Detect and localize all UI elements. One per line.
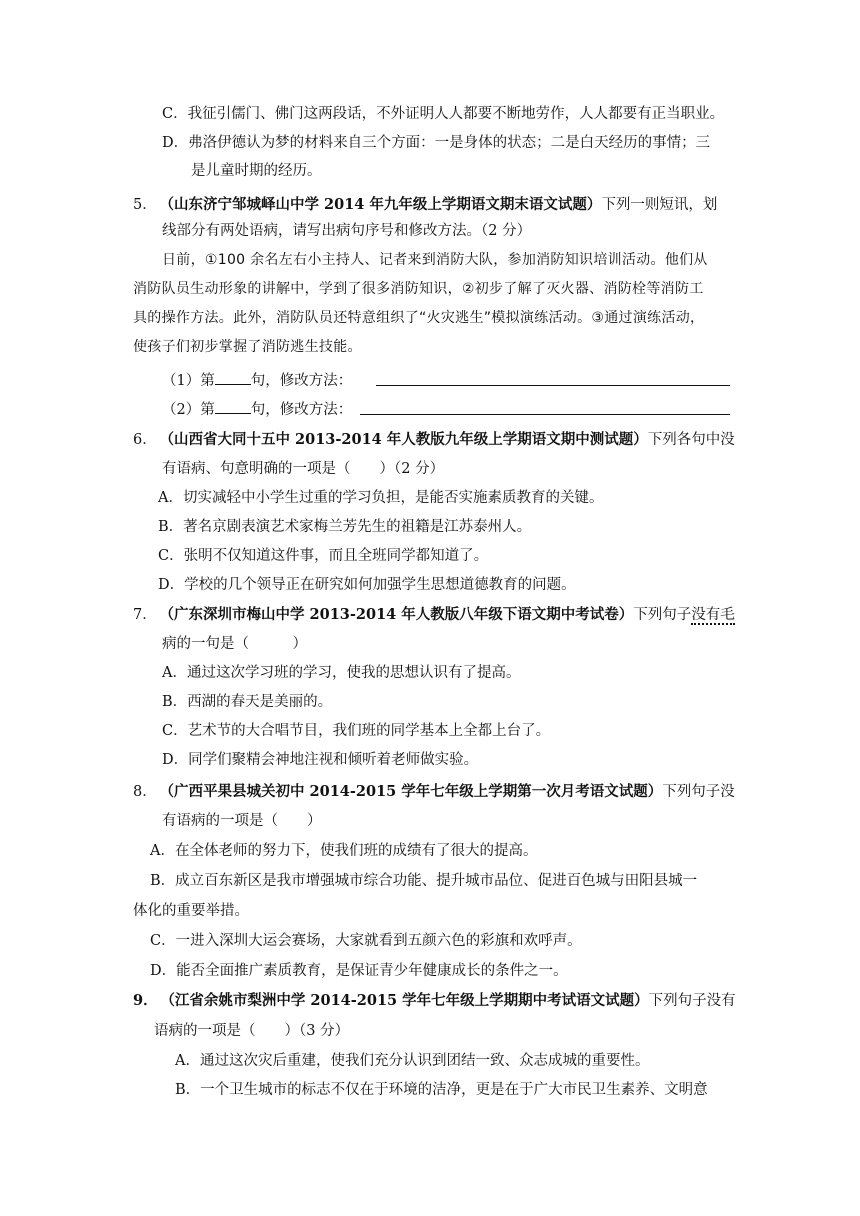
question-8-header <box>133 782 735 802</box>
option-b: B．成立百东新区是我市增强城市综合功能、提升城市品位、促进百色城与田阳县城一 <box>150 873 698 889</box>
option-b-cont: 体化的重要举措。 <box>133 903 249 919</box>
option-d-q4-cont: 是儿童时期的经历。 <box>191 163 322 179</box>
answer-label: 句，修改方法： <box>250 373 353 389</box>
fix-method-blank[interactable] <box>376 385 730 386</box>
question-stem: 下列句子没有 <box>648 993 736 1009</box>
passage-line: 使孩子们初步掌握了消防逃生技能。 <box>133 339 362 355</box>
question-7-stem-cont: 病的一句是（ ） <box>162 636 307 652</box>
question-stem: 下列句子 <box>633 607 692 623</box>
question-9-header <box>133 991 736 1011</box>
option-d: D．能否全面推广素质教育，是保证青少年健康成长的条件之一。 <box>150 963 568 979</box>
option-c-q4: C．我征引儒门、佛门这两段话，不外证明人人都要不断地劳作，人人都要有正当职业。 <box>162 106 725 122</box>
question-source: （广西平果县城关初中 2014-2015 学年七年级上学期第一次月考语文试题） <box>166 783 663 800</box>
question-6-header <box>133 430 735 450</box>
question-8-stem-cont: 有语病的一项是（ ） <box>162 813 322 829</box>
question-9-stem-cont: 语病的一项是（ ）（3 分） <box>154 1023 350 1039</box>
question-stem: 下列各句中没 <box>647 432 735 448</box>
emphasis-dotted: 没有毛 <box>691 607 735 623</box>
option-b: B．著名京剧表演艺术家梅兰芳先生的祖籍是江苏泰州人。 <box>158 519 532 535</box>
option-d: D．同学们聚精会神地注视和倾听着老师做实验。 <box>162 752 479 768</box>
sentence-number-blank[interactable] <box>215 370 251 385</box>
answer-line-1 <box>162 370 352 391</box>
question-number: 9． <box>133 992 158 1009</box>
question-source: （山西省大同十五中 2013-2014 年人教版九年级上学期语文期中测试题） <box>166 431 648 448</box>
question-source: （广东深圳市梅山中学 2013-2014 年人教版八年级下语文期中考试卷） <box>166 606 634 623</box>
option-c: C．张明不仅知道这件事，而且全班同学都知道了。 <box>158 548 489 564</box>
passage-line: 日前，①100 余名左右小主持人、记者来到消防大队，参加消防知识培训活动。他们从 <box>162 252 708 268</box>
option-a: A．通过这次学习班的学习，使我的思想认识有了提高。 <box>162 665 521 681</box>
option-c: C．艺术节的大合唱节目，我们班的同学基本上全都上台了。 <box>162 723 551 739</box>
answer-line-2 <box>162 399 352 420</box>
question-number: 7． <box>133 607 157 623</box>
question-7-header <box>133 605 735 625</box>
answer-label: 句，修改方法： <box>250 402 353 418</box>
question-number: 8． <box>133 784 157 800</box>
question-5-header <box>133 195 717 215</box>
question-stem: 下列一则短讯，划 <box>601 197 718 213</box>
question-5-stem-cont: 线部分有两处语病，请写出病句序号和修改方法。（2 分） <box>162 223 532 239</box>
question-number: 6． <box>133 432 157 448</box>
option-a: A．在全体老师的努力下，使我们班的成绩有了很大的提高。 <box>150 843 538 859</box>
option-a: A．通过这次灾后重建，使我们充分认识到团结一致、众志成城的重要性。 <box>175 1053 650 1069</box>
passage-line: 具的操作方法。此外，消防队员还特意组织了“火灾逃生”模拟演练活动。③通过演练活动， <box>133 310 705 326</box>
question-source: （江省余姚市梨洲中学 2014-2015 学年七年级上学期期中考试语文试题） <box>167 992 649 1009</box>
option-a: A．切实减轻中小学生过重的学习负担，是能否实施素质教育的关键。 <box>158 490 604 506</box>
passage-line: 消防队员生动形象的讲解中，学到了很多消防知识，②初步了解了灭火器、消防栓等消防工 <box>133 281 704 297</box>
fix-method-blank[interactable] <box>360 414 730 415</box>
option-b: B．西湖的春天是美丽的。 <box>162 694 333 710</box>
option-d-q4: D．弗洛伊德认为梦的材料来自三个方面：一是身体的状态；二是白天经历的事情；三 <box>162 135 711 151</box>
sentence-number-blank[interactable] <box>215 399 251 414</box>
option-b: B．一个卫生城市的标志不仅在于环境的洁净，更是在于广大市民卫生素养、文明意 <box>175 1082 708 1098</box>
question-number: 5． <box>133 197 157 213</box>
option-c: C．一进入深圳大运会赛场，大家就看到五颜六色的彩旗和欢呼声。 <box>150 933 582 949</box>
question-6-stem-cont: 有语病、句意明确的一项是（ ）（2 分） <box>162 461 445 477</box>
question-stem: 下列句子没 <box>662 784 735 800</box>
answer-label: （2）第 <box>162 402 215 418</box>
answer-label: （1）第 <box>162 373 215 389</box>
question-source: （山东济宁邹城峄山中学 2014 年九年级上学期语文期末语文试题） <box>166 196 602 213</box>
option-d: D．学校的几个领导正在研究如何加强学生思想道德教育的问题。 <box>158 577 576 593</box>
